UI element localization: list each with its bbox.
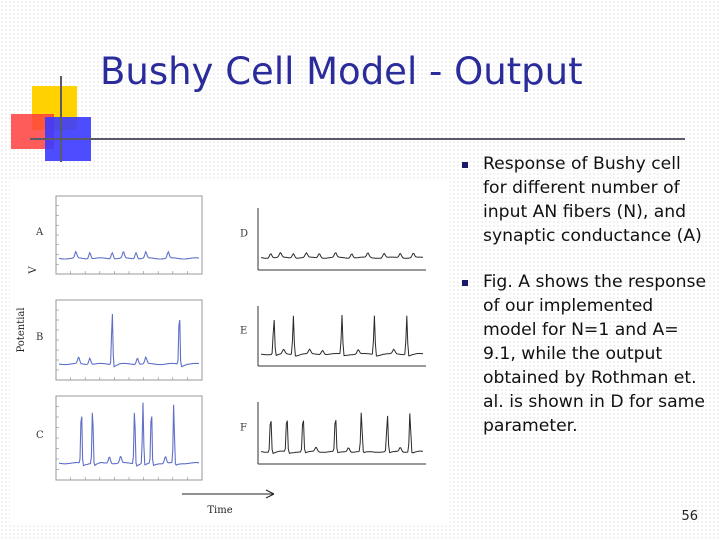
deco-vertical-line — [60, 76, 62, 162]
panel-label: A — [36, 227, 44, 238]
panel-label: E — [240, 325, 248, 337]
bullet-text: Fig. A shows the response of our implemented model for N=1 and A= 9.1, while the output obtained by Rothman et. al. is shown in D for same parameter. — [483, 272, 707, 436]
figure-voltage-traces — [10, 180, 450, 525]
bullet-list — [458, 152, 708, 460]
bullet-item — [458, 152, 708, 248]
y-axis-unit: V — [28, 266, 39, 274]
panel-label: D — [240, 228, 249, 240]
panel-frame — [56, 396, 202, 480]
panel-label: B — [36, 332, 44, 343]
panel-label: F — [240, 422, 247, 434]
square-bullet-icon — [462, 280, 468, 286]
y-axis-title: Potential — [16, 307, 27, 353]
panel-label: C — [36, 430, 44, 441]
square-bullet-icon — [462, 162, 468, 168]
bullet-text: Response of Bushy cell for different number of input AN fibers (N), and synaptic conductance (A) — [483, 154, 702, 246]
page-number: 56 — [681, 509, 698, 524]
slide-title: Bushy Cell Model - Output — [100, 50, 583, 93]
x-axis-title: Time — [207, 505, 233, 516]
panel-frame — [56, 196, 202, 274]
deco-horizontal-line — [30, 138, 685, 140]
bullet-item — [458, 270, 708, 438]
